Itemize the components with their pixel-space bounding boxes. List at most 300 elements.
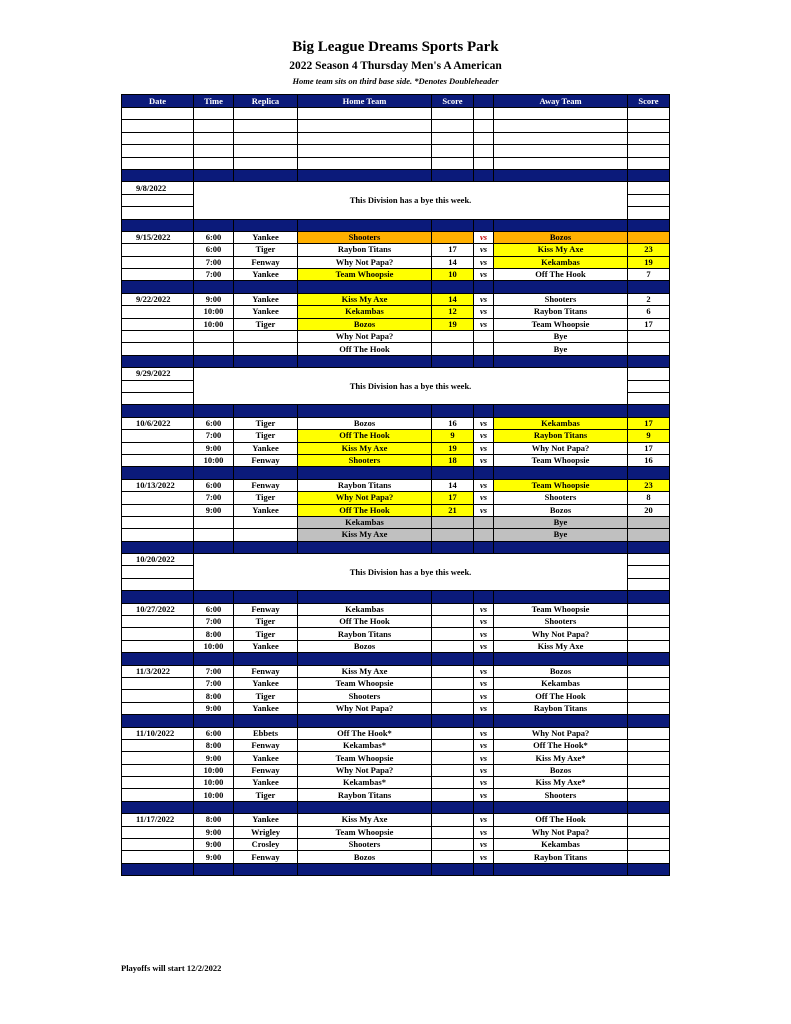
- time-cell: 10:00: [194, 764, 234, 776]
- time-cell: 7:00: [194, 665, 234, 677]
- away-team-cell: Bozos: [494, 665, 628, 677]
- home-score-cell: [432, 616, 474, 628]
- date-cell: 11/3/2022: [122, 665, 194, 677]
- away-team-cell: Off The Hook: [494, 814, 628, 826]
- vs-label: vs: [474, 789, 494, 801]
- separator-cell: [432, 219, 474, 231]
- vs-label: vs: [474, 417, 494, 429]
- time-cell: [194, 343, 234, 355]
- away-team-cell: Why Not Papa?: [494, 442, 628, 454]
- blank-row: [122, 157, 670, 169]
- col-replica: Replica: [234, 95, 298, 108]
- away-team-cell: Kiss My Axe: [494, 244, 628, 256]
- away-team-cell: Team Whoopsie: [494, 479, 628, 491]
- home-team-cell: Kekambas: [298, 603, 432, 615]
- home-score-cell: 18: [432, 454, 474, 466]
- date-cell: 9/29/2022: [122, 368, 194, 380]
- vs-cell: [474, 343, 494, 355]
- empty-cell: [122, 108, 194, 120]
- away-score-cell: [628, 727, 670, 739]
- week-separator: [122, 169, 670, 181]
- separator-cell: [494, 355, 628, 367]
- empty-cell: [432, 145, 474, 157]
- away-team-cell: Kekambas: [494, 677, 628, 689]
- separator-cell: [628, 169, 670, 181]
- page-title: Big League Dreams Sports Park: [292, 39, 499, 55]
- game-row: [122, 789, 670, 801]
- home-team-cell: Kiss My Axe: [298, 814, 432, 826]
- separator-cell: [628, 715, 670, 727]
- vs-label: vs: [474, 814, 494, 826]
- date-cell: [122, 504, 194, 516]
- game-row: [122, 702, 670, 714]
- empty-cell: [122, 132, 194, 144]
- blank-row: [122, 120, 670, 132]
- separator-cell: [298, 801, 432, 813]
- game-row: [122, 640, 670, 652]
- separator-cell: [194, 653, 234, 665]
- separator-cell: [474, 591, 494, 603]
- header-row: [122, 95, 670, 108]
- separator-cell: [234, 281, 298, 293]
- away-score-cell: [628, 839, 670, 851]
- home-score-cell: 17: [432, 492, 474, 504]
- game-row: [122, 752, 670, 764]
- separator-cell: [194, 405, 234, 417]
- separator-cell: [432, 801, 474, 813]
- empty-cell: [298, 108, 432, 120]
- time-cell: 8:00: [194, 690, 234, 702]
- away-score-cell: [628, 516, 670, 528]
- home-team-cell: Raybon Titans: [298, 479, 432, 491]
- separator-cell: [474, 169, 494, 181]
- vs-label: vs: [474, 628, 494, 640]
- empty-cell: [494, 108, 628, 120]
- date-cell: 10/6/2022: [122, 417, 194, 429]
- home-team-cell: Bozos: [298, 640, 432, 652]
- replica-cell: Crosley: [234, 839, 298, 851]
- date-cell: [122, 616, 194, 628]
- empty-cell: [474, 108, 494, 120]
- date-cell: 9/8/2022: [122, 182, 194, 194]
- separator-cell: [494, 281, 628, 293]
- date-cell: [122, 442, 194, 454]
- separator-cell: [122, 219, 194, 231]
- separator-cell: [494, 405, 628, 417]
- away-team-cell: Kekambas: [494, 417, 628, 429]
- week-separator: [122, 219, 670, 231]
- separator-cell: [628, 591, 670, 603]
- replica-cell: Fenway: [234, 764, 298, 776]
- separator-cell: [474, 405, 494, 417]
- separator-cell: [298, 405, 432, 417]
- empty-cell: [194, 132, 234, 144]
- replica-cell: Wrigley: [234, 826, 298, 838]
- separator-cell: [494, 715, 628, 727]
- time-cell: 6:00: [194, 244, 234, 256]
- score-cell: [628, 207, 670, 219]
- home-score-cell: 10: [432, 269, 474, 281]
- bye-team-row: [122, 529, 670, 541]
- away-score-cell: 17: [628, 442, 670, 454]
- replica-cell: Fenway: [234, 665, 298, 677]
- home-team-cell: Off The Hook: [298, 616, 432, 628]
- time-cell: [194, 529, 234, 541]
- away-team-cell: Bozos: [494, 504, 628, 516]
- home-score-cell: [432, 231, 474, 243]
- home-score-cell: [432, 677, 474, 689]
- empty-cell: [494, 132, 628, 144]
- time-cell: 10:00: [194, 640, 234, 652]
- home-team-cell: Raybon Titans: [298, 244, 432, 256]
- game-row: [122, 628, 670, 640]
- separator-cell: [122, 541, 194, 553]
- away-score-cell: 2: [628, 293, 670, 305]
- away-score-cell: [628, 851, 670, 863]
- date-cell: [122, 677, 194, 689]
- replica-cell: Yankee: [234, 752, 298, 764]
- date-cell: [122, 194, 194, 206]
- separator-cell: [298, 591, 432, 603]
- empty-cell: [194, 108, 234, 120]
- separator-cell: [474, 863, 494, 875]
- date-cell: 10/20/2022: [122, 554, 194, 566]
- replica-cell: Fenway: [234, 479, 298, 491]
- away-team-cell: Bye: [494, 529, 628, 541]
- game-row: [122, 851, 670, 863]
- separator-cell: [494, 169, 628, 181]
- home-score-cell: [432, 826, 474, 838]
- separator-cell: [234, 219, 298, 231]
- replica-cell: Yankee: [234, 269, 298, 281]
- week-separator: [122, 653, 670, 665]
- separator-cell: [432, 715, 474, 727]
- date-cell: [122, 739, 194, 751]
- away-score-cell: 9: [628, 430, 670, 442]
- home-score-cell: [432, 851, 474, 863]
- bye-team-row: [122, 516, 670, 528]
- time-cell: 9:00: [194, 839, 234, 851]
- home-team-cell: Why Not Papa?: [298, 764, 432, 776]
- col-home-team: Home Team: [298, 95, 432, 108]
- time-cell: 7:00: [194, 677, 234, 689]
- home-team-cell: Bozos: [298, 318, 432, 330]
- separator-cell: [298, 219, 432, 231]
- empty-cell: [194, 157, 234, 169]
- time-cell: 9:00: [194, 851, 234, 863]
- schedule-body: [122, 108, 670, 876]
- separator-cell: [122, 863, 194, 875]
- empty-cell: [474, 145, 494, 157]
- away-score-cell: 17: [628, 318, 670, 330]
- separator-cell: [474, 715, 494, 727]
- date-cell: [122, 492, 194, 504]
- away-team-cell: Off The Hook*: [494, 739, 628, 751]
- separator-cell: [122, 801, 194, 813]
- away-score-cell: [628, 814, 670, 826]
- separator-cell: [194, 541, 234, 553]
- schedule-table: [121, 94, 670, 876]
- away-score-cell: 23: [628, 479, 670, 491]
- away-team-cell: Shooters: [494, 293, 628, 305]
- empty-cell: [234, 108, 298, 120]
- home-team-cell: Team Whoopsie: [298, 269, 432, 281]
- away-team-cell: Team Whoopsie: [494, 454, 628, 466]
- separator-cell: [298, 863, 432, 875]
- game-row: [122, 430, 670, 442]
- home-score-cell: 12: [432, 306, 474, 318]
- separator-cell: [122, 355, 194, 367]
- game-row: [122, 826, 670, 838]
- date-cell: [122, 331, 194, 343]
- time-cell: 6:00: [194, 479, 234, 491]
- separator-cell: [298, 467, 432, 479]
- replica-cell: Yankee: [234, 640, 298, 652]
- empty-cell: [234, 145, 298, 157]
- time-cell: 9:00: [194, 826, 234, 838]
- away-team-cell: Why Not Papa?: [494, 628, 628, 640]
- vs-label: vs: [474, 306, 494, 318]
- vs-label: vs: [474, 492, 494, 504]
- empty-cell: [474, 120, 494, 132]
- blank-row: [122, 145, 670, 157]
- vs-cell: [474, 529, 494, 541]
- page-subtitle: 2022 Season 4 Thursday Men's A American: [289, 60, 502, 72]
- time-cell: [194, 516, 234, 528]
- home-score-cell: [432, 752, 474, 764]
- home-score-cell: [432, 727, 474, 739]
- game-row: [122, 256, 670, 268]
- game-row: [122, 504, 670, 516]
- date-cell: [122, 256, 194, 268]
- vs-label: vs: [474, 665, 494, 677]
- game-row: [122, 269, 670, 281]
- game-row: [122, 814, 670, 826]
- date-cell: [122, 764, 194, 776]
- empty-cell: [298, 157, 432, 169]
- separator-cell: [234, 169, 298, 181]
- replica-cell: Fenway: [234, 603, 298, 615]
- separator-cell: [234, 467, 298, 479]
- home-score-cell: [432, 839, 474, 851]
- col-away-team: Away Team: [494, 95, 628, 108]
- home-score-cell: [432, 789, 474, 801]
- empty-cell: [234, 132, 298, 144]
- away-team-cell: Team Whoopsie: [494, 318, 628, 330]
- time-cell: 10:00: [194, 318, 234, 330]
- game-row: [122, 318, 670, 330]
- vs-label: vs: [474, 269, 494, 281]
- home-team-cell: Kiss My Axe: [298, 442, 432, 454]
- home-score-cell: [432, 777, 474, 789]
- away-team-cell: Raybon Titans: [494, 702, 628, 714]
- separator-cell: [432, 405, 474, 417]
- home-team-cell: Kiss My Axe: [298, 665, 432, 677]
- vs-label: vs: [474, 318, 494, 330]
- home-score-cell: 16: [432, 417, 474, 429]
- separator-cell: [474, 541, 494, 553]
- replica-cell: Fenway: [234, 454, 298, 466]
- away-score-cell: 7: [628, 269, 670, 281]
- separator-cell: [494, 591, 628, 603]
- empty-cell: [122, 120, 194, 132]
- score-cell: [628, 554, 670, 566]
- date-cell: [122, 777, 194, 789]
- empty-cell: [298, 145, 432, 157]
- replica-cell: Ebbets: [234, 727, 298, 739]
- separator-cell: [122, 405, 194, 417]
- replica-cell: Tiger: [234, 690, 298, 702]
- empty-cell: [194, 145, 234, 157]
- home-score-cell: 17: [432, 244, 474, 256]
- replica-cell: [234, 516, 298, 528]
- empty-cell: [628, 120, 670, 132]
- bye-message: This Division has a bye this week.: [194, 368, 628, 405]
- replica-cell: Fenway: [234, 739, 298, 751]
- separator-cell: [122, 653, 194, 665]
- separator-cell: [122, 281, 194, 293]
- time-cell: 7:00: [194, 256, 234, 268]
- empty-cell: [194, 120, 234, 132]
- empty-cell: [122, 145, 194, 157]
- separator-cell: [432, 863, 474, 875]
- separator-cell: [494, 467, 628, 479]
- empty-cell: [234, 157, 298, 169]
- vs-cell: [474, 331, 494, 343]
- replica-cell: Yankee: [234, 504, 298, 516]
- home-team-cell: Team Whoopsie: [298, 752, 432, 764]
- away-team-cell: Why Not Papa?: [494, 727, 628, 739]
- separator-cell: [494, 653, 628, 665]
- date-cell: 11/17/2022: [122, 814, 194, 826]
- vs-label: vs: [474, 677, 494, 689]
- week-separator: [122, 715, 670, 727]
- away-team-cell: Kekambas: [494, 839, 628, 851]
- home-team-cell: Kekambas: [298, 306, 432, 318]
- time-cell: 9:00: [194, 293, 234, 305]
- away-score-cell: [628, 231, 670, 243]
- vs-label: vs: [474, 504, 494, 516]
- date-cell: [122, 628, 194, 640]
- separator-cell: [234, 801, 298, 813]
- empty-cell: [494, 120, 628, 132]
- game-row: [122, 690, 670, 702]
- separator-cell: [432, 467, 474, 479]
- away-team-cell: Shooters: [494, 492, 628, 504]
- separator-cell: [234, 355, 298, 367]
- date-cell: 9/15/2022: [122, 231, 194, 243]
- date-cell: [122, 752, 194, 764]
- home-team-cell: Raybon Titans: [298, 628, 432, 640]
- vs-label: vs: [474, 616, 494, 628]
- game-row: [122, 777, 670, 789]
- separator-cell: [494, 863, 628, 875]
- separator-cell: [628, 653, 670, 665]
- replica-cell: Fenway: [234, 256, 298, 268]
- date-cell: [122, 269, 194, 281]
- away-score-cell: 8: [628, 492, 670, 504]
- bye-message: This Division has a bye this week.: [194, 182, 628, 219]
- home-team-cell: Off The Hook*: [298, 727, 432, 739]
- replica-cell: Tiger: [234, 789, 298, 801]
- vs-label: vs: [474, 244, 494, 256]
- away-score-cell: [628, 777, 670, 789]
- date-cell: [122, 306, 194, 318]
- away-team-cell: Team Whoopsie: [494, 603, 628, 615]
- date-cell: [122, 566, 194, 578]
- date-cell: [122, 454, 194, 466]
- replica-cell: Tiger: [234, 492, 298, 504]
- separator-cell: [234, 863, 298, 875]
- separator-cell: [234, 653, 298, 665]
- date-cell: [122, 690, 194, 702]
- home-team-cell: Team Whoopsie: [298, 677, 432, 689]
- date-cell: [122, 430, 194, 442]
- away-score-cell: 17: [628, 417, 670, 429]
- vs-label: vs: [474, 454, 494, 466]
- vs-label: vs: [474, 739, 494, 751]
- home-team-cell: Why Not Papa?: [298, 702, 432, 714]
- home-score-cell: [432, 764, 474, 776]
- away-team-cell: Kiss My Axe*: [494, 752, 628, 764]
- game-row: [122, 764, 670, 776]
- separator-cell: [474, 355, 494, 367]
- separator-cell: [298, 169, 432, 181]
- week-separator: [122, 355, 670, 367]
- home-team-cell: Kekambas: [298, 516, 432, 528]
- home-team-cell: Bozos: [298, 417, 432, 429]
- time-cell: 9:00: [194, 702, 234, 714]
- time-cell: 6:00: [194, 417, 234, 429]
- home-team-cell: Shooters: [298, 690, 432, 702]
- game-row: [122, 739, 670, 751]
- score-cell: [628, 578, 670, 590]
- separator-cell: [432, 541, 474, 553]
- separator-cell: [628, 281, 670, 293]
- game-row: [122, 727, 670, 739]
- away-team-cell: Shooters: [494, 789, 628, 801]
- replica-cell: Tiger: [234, 628, 298, 640]
- separator-cell: [628, 355, 670, 367]
- date-cell: [122, 529, 194, 541]
- home-score-cell: 19: [432, 442, 474, 454]
- game-row: [122, 492, 670, 504]
- away-team-cell: Kiss My Axe*: [494, 777, 628, 789]
- away-team-cell: Kiss My Axe: [494, 640, 628, 652]
- away-team-cell: Bozos: [494, 764, 628, 776]
- separator-cell: [298, 541, 432, 553]
- away-score-cell: 16: [628, 454, 670, 466]
- vs-label: vs: [474, 640, 494, 652]
- home-score-cell: 14: [432, 479, 474, 491]
- time-cell: 10:00: [194, 454, 234, 466]
- game-row: [122, 442, 670, 454]
- week-separator: [122, 591, 670, 603]
- separator-cell: [194, 801, 234, 813]
- empty-cell: [474, 157, 494, 169]
- game-row: [122, 839, 670, 851]
- game-row: [122, 665, 670, 677]
- vs-label: vs: [474, 603, 494, 615]
- separator-cell: [234, 541, 298, 553]
- home-team-cell: Bozos: [298, 851, 432, 863]
- separator-cell: [474, 219, 494, 231]
- score-cell: [628, 182, 670, 194]
- away-team-cell: Shooters: [494, 616, 628, 628]
- vs-label: vs: [474, 442, 494, 454]
- home-team-cell: Kiss My Axe: [298, 293, 432, 305]
- date-cell: [122, 851, 194, 863]
